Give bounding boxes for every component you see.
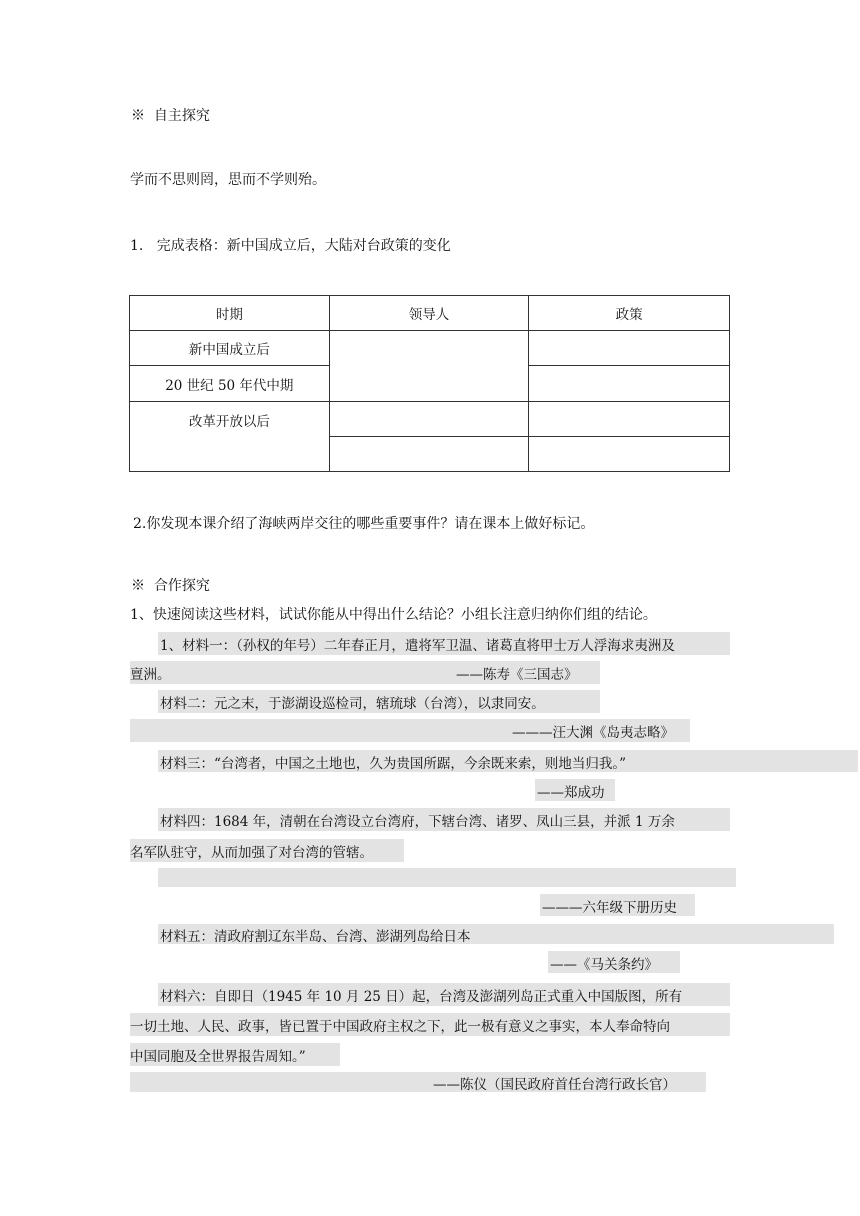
question-number: 1. [130, 238, 144, 254]
header-policy: 政策 [529, 296, 730, 331]
material-6-line-2: 一切土地、人民、政事，皆已置于中国政府主权之下，此一极有意义之事实，本人奉命特向 [130, 1019, 670, 1035]
question-2: 2.你发现本课介绍了海峡两岸交往的哪些重要事件？请在课本上做好标记。 [133, 516, 595, 532]
policy-input-cell[interactable] [529, 366, 730, 402]
material-4-line-1: 材料四：1684 年，清朝在台湾设立台湾府，下辖台湾、诸罗、凤山三县，并派 1 万余 [160, 814, 675, 830]
material-4-source: ———六年级下册历史 [542, 900, 677, 916]
material-1-line-1: 1、材料一：（孙权的年号）二年春正月，遣将军卫温、诸葛直将甲士万人浮海求夷洲及 [160, 638, 675, 654]
highlight-band [158, 868, 736, 887]
motto: 学而不思则罔，思而不学则殆。 [130, 172, 326, 188]
section-heading-cooperative [131, 575, 210, 595]
policy-input-cell[interactable] [529, 402, 730, 437]
material-4-line-2: 名军队驻守，从而加强了对台湾的管辖。 [130, 845, 373, 861]
leader-input-cell[interactable] [329, 331, 529, 402]
material-1-line-2: 亶洲。 [130, 667, 171, 683]
header-period: 时期 [130, 296, 330, 331]
leader-input-cell[interactable] [329, 402, 529, 437]
policy-input-cell[interactable] [529, 437, 730, 472]
section-title: 自主探究 [153, 108, 210, 124]
material-6-source: ——陈仪（国民政府首任台湾行政长官） [433, 1077, 676, 1093]
period-cell: 新中国成立后 [130, 331, 330, 366]
task-instruction: 1、快速阅读这些材料，试试你能从中得出什么结论？小组长注意归纳你们组的结论。 [130, 607, 657, 623]
section-heading-self-study [131, 105, 210, 125]
section-title: 合作探究 [153, 578, 210, 594]
policy-table [129, 295, 730, 472]
material-6-line-1: 材料六：自即日（1945 年 10 月 25 日）起，台湾及澎湖列岛正式重入中国版图，所有 [160, 989, 683, 1005]
material-1-source: ——陈寿《三国志》 [456, 667, 578, 683]
period-cell: 20 世纪 50 年代中期 [130, 366, 330, 402]
material-3-line-1: 材料三：“台湾者，中国之土地也，久为贵国所踞，今余既来索，则地当归我。” [160, 756, 627, 772]
material-5-line-1: 材料五：清政府割辽东半岛、台湾、澎湖列岛给日本 [160, 929, 471, 945]
policy-input-cell[interactable] [529, 331, 730, 366]
material-5-source: ——《马关条约》 [550, 957, 658, 973]
reference-mark-icon: ※ [131, 578, 145, 594]
material-3-source: ——郑成功 [537, 785, 605, 801]
material-2-source: ———汪大渊《岛夷志略》 [512, 725, 674, 741]
material-6-line-3: 中国同胞及全世界报告周知。” [130, 1049, 306, 1065]
reference-mark-icon: ※ [131, 108, 145, 124]
leader-input-cell[interactable] [329, 437, 529, 472]
question-1 [130, 235, 451, 255]
header-leader: 领导人 [329, 296, 529, 331]
question-text: 完成表格：新中国成立后，大陆对台政策的变化 [156, 238, 451, 254]
material-2-line-1: 材料二：元之末，于澎湖设巡检司，辖琉球（台湾），以隶同安。 [160, 696, 545, 712]
period-cell: 改革开放以后 [130, 402, 330, 472]
